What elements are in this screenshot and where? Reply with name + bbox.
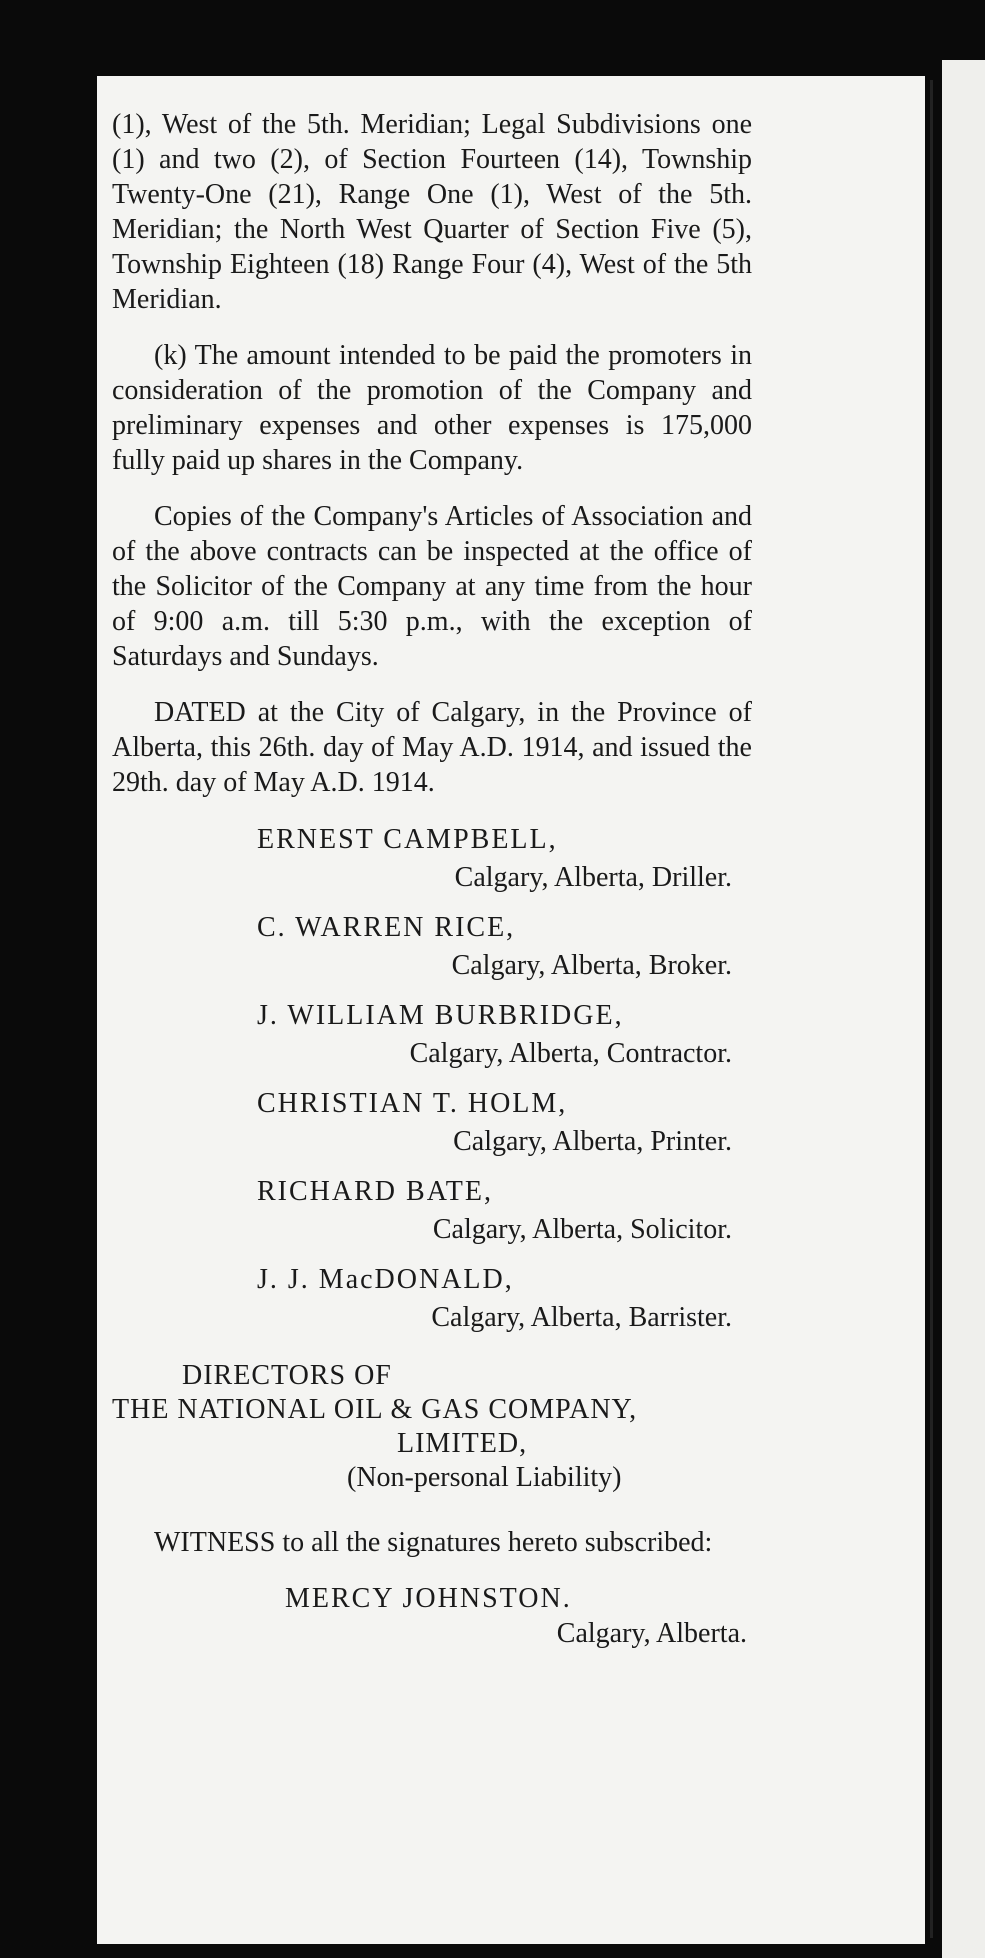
- signatory: [112, 821, 752, 897]
- witness-place: Calgary, Alberta.: [556, 1618, 747, 1649]
- signatory-place: Calgary, Alberta, Printer.: [453, 1126, 732, 1157]
- signatory: [112, 997, 752, 1073]
- company-name: THE NATIONAL OIL & GAS COMPANY,: [112, 1394, 638, 1425]
- signatory: [112, 909, 752, 985]
- signatory-place: Calgary, Alberta, Driller.: [454, 862, 732, 893]
- signatory-place: Calgary, Alberta, Broker.: [451, 950, 732, 981]
- signatory-name: J. J. MacDONALD,: [257, 1264, 514, 1295]
- signatory-name: J. WILLIAM BURBRIDGE,: [257, 1000, 624, 1031]
- signatory-name: CHRISTIAN T. HOLM,: [257, 1088, 568, 1119]
- signatory-name: C. WARREN RICE,: [257, 912, 516, 943]
- signatory-list: [112, 821, 752, 1337]
- paragraph-inspection: Copies of the Company's Articles of Association and of the above contracts can be inspected at the office of the Solicitor of the Company at any time from the hour of 9:00 a.m. till 5:30 p.m., with the exception of Saturdays and Sundays.: [112, 501, 752, 672]
- directors-heading: DIRECTORS OF: [182, 1360, 392, 1391]
- company-suffix: LIMITED,: [397, 1428, 528, 1459]
- signatory: [112, 1085, 752, 1161]
- signatory-name: ERNEST CAMPBELL,: [257, 824, 558, 855]
- signatory: [112, 1261, 752, 1337]
- paragraph-land-description: (1), West of the 5th. Meridian; Legal Subdivisions one (1) and two (2), of Section Fourteen (14), Township Twenty-One (21), Range One (1), West of the 5th. Meridian; the North West Quarter of Section Five (5), Township Eighteen (18) Range Four (4), West of the 5th Meridian.: [112, 109, 752, 315]
- document-body: [112, 107, 752, 1651]
- signatory-place: Calgary, Alberta, Barrister.: [431, 1302, 732, 1333]
- signatory-place: Calgary, Alberta, Solicitor.: [432, 1214, 732, 1245]
- directors-block: [112, 1359, 752, 1495]
- liability-note: (Non-personal Liability): [347, 1462, 622, 1493]
- page-gutter: [930, 80, 933, 1938]
- paragraph-dated: DATED at the City of Calgary, in the Province of Alberta, this 26th. day of May A.D. 1914, and issued the 29th. day of May A.D. 1914.: [112, 697, 752, 798]
- witness-name: MERCY JOHNSTON.: [285, 1583, 572, 1614]
- paragraph-promoter-payment: (k) The amount intended to be paid the promoters in consideration of the promotion of the Company and preliminary expenses and other expenses is 175,000 fully paid up shares in the Company.: [112, 340, 752, 476]
- witness-statement: WITNESS to all the signatures hereto subscribed:: [154, 1527, 713, 1558]
- signatory: [112, 1173, 752, 1249]
- signatory-name: RICHARD BATE,: [257, 1176, 494, 1207]
- signatory-place: Calgary, Alberta, Contractor.: [409, 1038, 732, 1069]
- adjacent-page-edge: [942, 60, 985, 1958]
